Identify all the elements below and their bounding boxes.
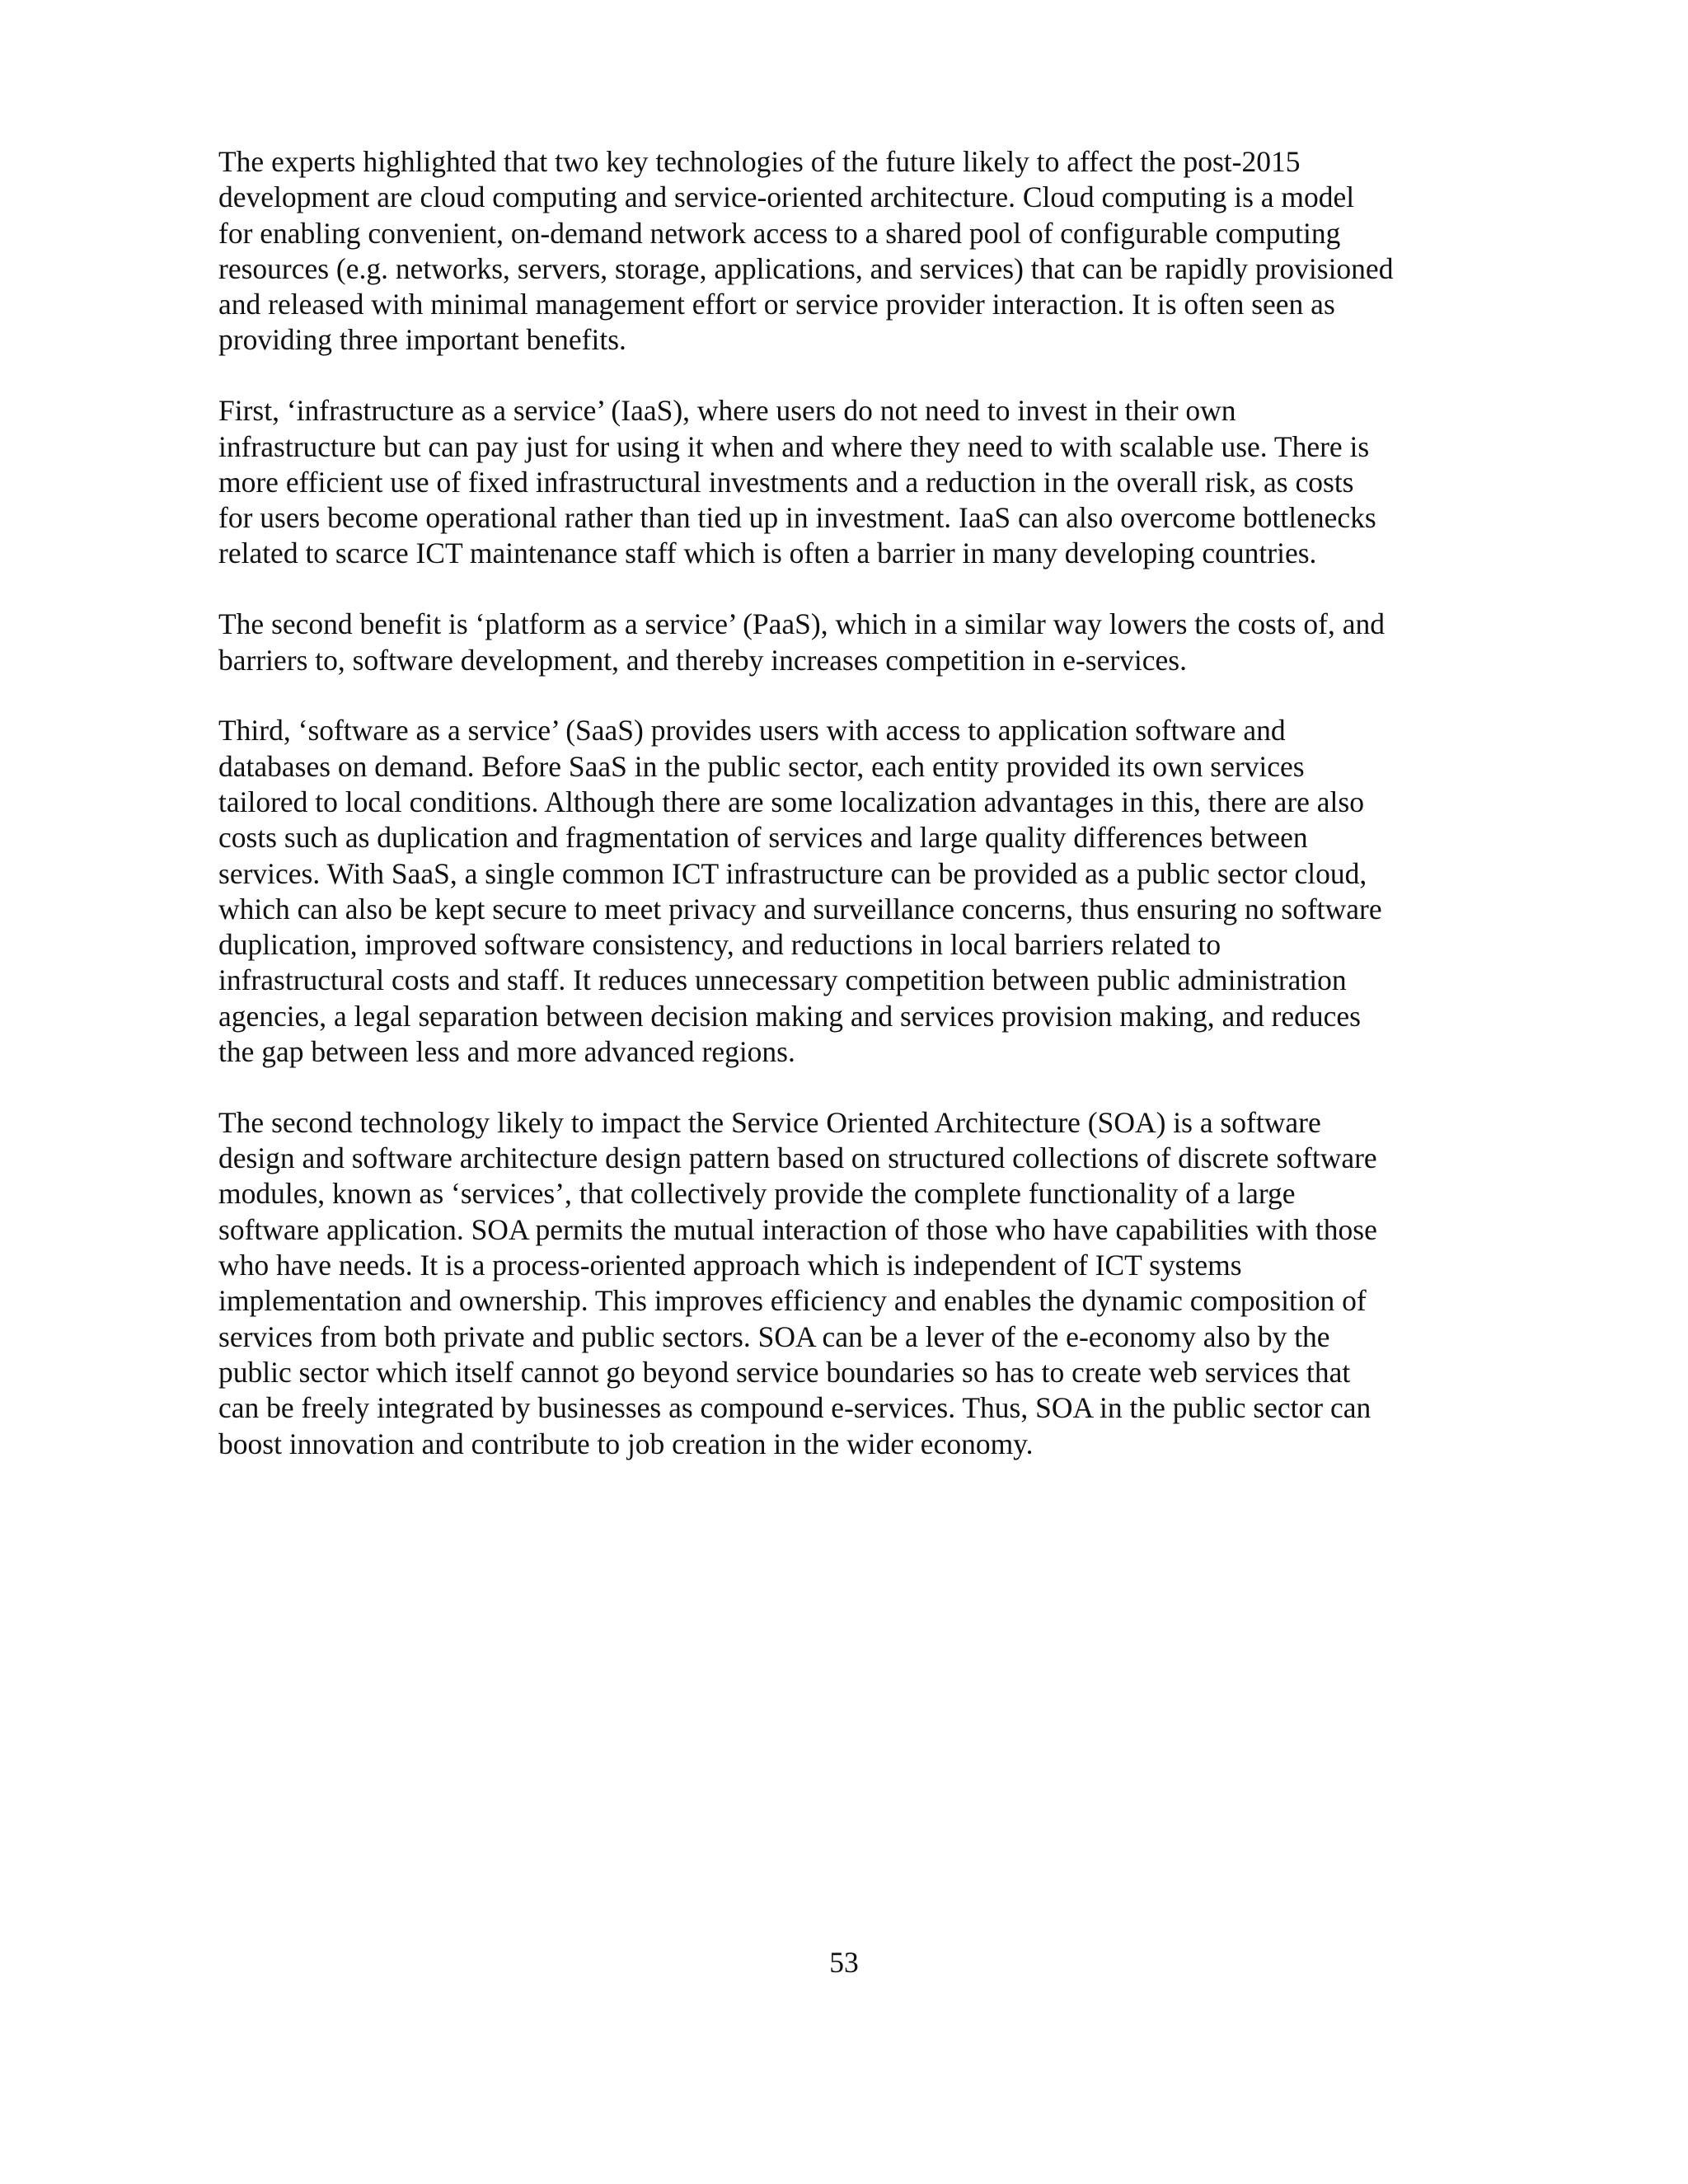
paragraph-paas — [218, 607, 1488, 678]
paragraph-cloud-computing-intro — [218, 144, 1488, 359]
paragraph-line: who have needs. It is a process-oriented approach which is independent of ICT systems — [218, 1249, 1242, 1282]
paragraph-line: The second technology likely to impact the Service Oriented Architecture (SOA) is a software — [218, 1105, 1321, 1139]
paragraph-line: tailored to local conditions. Although there are some localization advantages in this, there are also — [218, 785, 1364, 818]
paragraph-iaas — [218, 393, 1488, 571]
paragraph-line: databases on demand. Before SaaS in the public sector, each entity provided its own services — [218, 749, 1305, 783]
paragraph-line: for users become operational rather than tied up in investment. IaaS can also overcome bottlenecks — [218, 501, 1376, 535]
paragraph-soa — [218, 1105, 1488, 1462]
paragraph-line: providing three important benefits. — [218, 323, 626, 357]
paragraph-line: costs such as duplication and fragmentation of services and large quality differences between — [218, 821, 1308, 855]
paragraph-line: design and software architecture design pattern based on structured collections of discrete software — [218, 1141, 1377, 1175]
paragraph-line: can be freely integrated by businesses as compound e-services. Thus, SOA in the public sector can — [218, 1391, 1372, 1425]
paragraph-line: barriers to, software development, and thereby increases competition in e-services. — [218, 643, 1188, 677]
paragraph-line: infrastructure but can pay just for using it when and where they need to with scalable use. There is — [218, 429, 1370, 463]
paragraph-line: infrastructural costs and staff. It reduces unnecessary competition between public administration — [218, 963, 1347, 997]
paragraph-line: for enabling convenient, on-demand network access to a shared pool of configurable computing — [218, 216, 1341, 250]
paragraph-line: software application. SOA permits the mutual interaction of those who have capabilities with those — [218, 1212, 1377, 1246]
paragraph-line: implementation and ownership. This improves efficiency and enables the dynamic composition of — [218, 1284, 1367, 1318]
paragraph-line: public sector which itself cannot go beyond service boundaries so has to create web services that — [218, 1355, 1351, 1389]
paragraph-line: services from both private and public sectors. SOA can be a lever of the e-economy also by the — [218, 1319, 1330, 1353]
paragraph-line: the gap between less and more advanced regions. — [218, 1035, 795, 1069]
paragraph-line: modules, known as ‘services’, that collectively provide the complete functionality of a large — [218, 1177, 1296, 1211]
paragraph-saas — [218, 713, 1488, 1070]
paragraph-line: and released with minimal management effort or service provider interaction. It is often seen as — [218, 288, 1335, 321]
paragraph-line: Third, ‘software as a service’ (SaaS) provides users with access to application software and — [218, 714, 1286, 748]
document-body — [218, 144, 1488, 1497]
paragraph-line: resources (e.g. networks, servers, storage, applications, and services) that can be rapidly provisioned — [218, 251, 1394, 285]
paragraph-line: boost innovation and contribute to job creation in the wider economy. — [218, 1427, 1034, 1460]
page-number: 53 — [829, 1946, 859, 1979]
paragraph-line: The experts highlighted that two key technologies of the future likely to affect the post-2015 — [218, 145, 1301, 178]
paragraph-line: The second benefit is ‘platform as a service’ (PaaS), which in a similar way lowers the costs of, and — [218, 607, 1385, 641]
paragraph-line: duplication, improved software consistency, and reductions in local barriers related to — [218, 928, 1221, 962]
paragraph-line: more efficient use of fixed infrastructural investments and a reduction in the overall risk, as costs — [218, 465, 1354, 499]
paragraph-line: development are cloud computing and service-oriented architecture. Cloud computing is a model — [218, 180, 1355, 214]
paragraph-line: which can also be kept secure to meet privacy and surveillance concerns, thus ensuring no software — [218, 892, 1382, 926]
paragraph-line: related to scarce ICT maintenance staff which is often a barrier in many developing countries. — [218, 537, 1317, 570]
paragraph-line: services. With SaaS, a single common ICT infrastructure can be provided as a public sector cloud, — [218, 856, 1367, 890]
paragraph-line: First, ‘infrastructure as a service’ (IaaS), where users do not need to invest in their own — [218, 394, 1236, 428]
paragraph-line: agencies, a legal separation between decision making and services provision making, and reduces — [218, 999, 1361, 1033]
